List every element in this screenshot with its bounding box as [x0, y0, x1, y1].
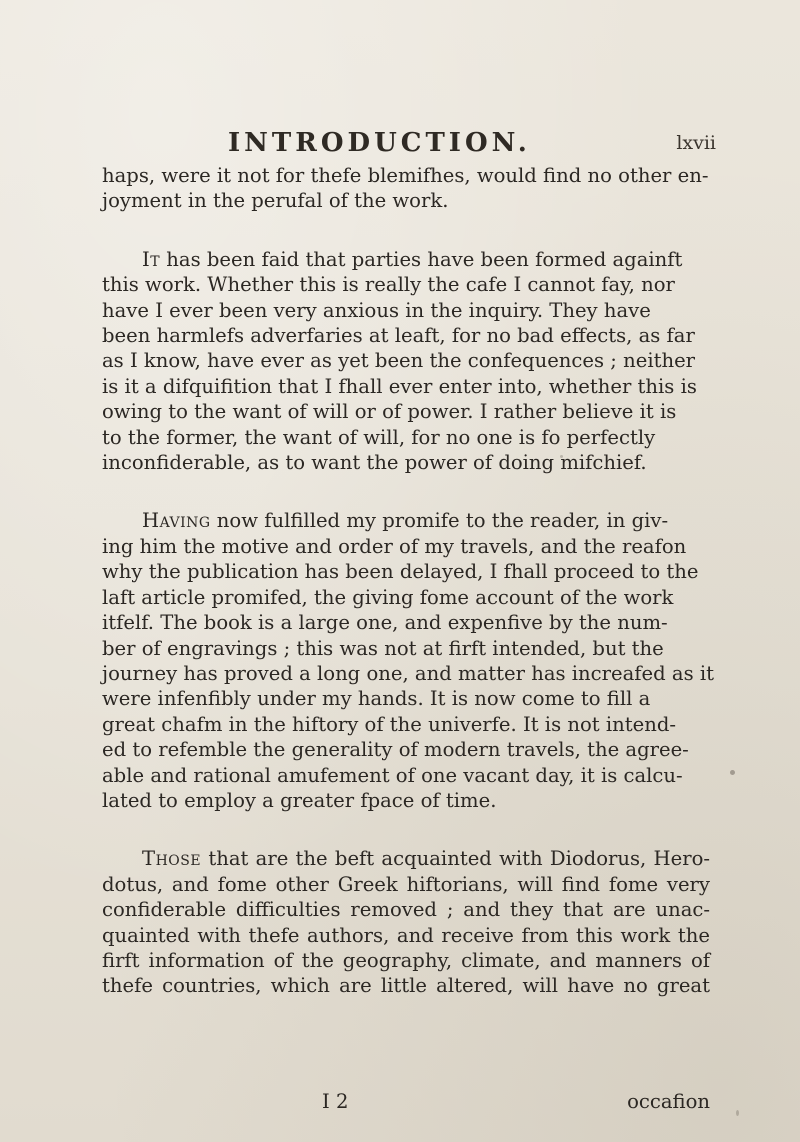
text-line: joyment in the perufal of the work.: [102, 189, 449, 213]
paper-speck: [730, 770, 735, 775]
running-head: [0, 120, 800, 160]
text-line-rest: has been faid that parties have been formed againft: [160, 247, 683, 271]
text-line: thefe countries, which are little altered, will have no great: [102, 974, 710, 998]
paragraph-3: [102, 508, 715, 813]
text-line: ing him the motive and order of my travels, and the reafon: [102, 534, 687, 558]
text-line: journey has proved a long one, and matter has increafed as it: [102, 661, 715, 685]
text-line: inconfiderable, as to want the power of doing mifchief.: [102, 451, 647, 475]
text-line: great chafm in the hiftory of the univerfe. It is not intend-: [102, 712, 677, 736]
text-line: [102, 508, 710, 533]
text-line: laft article promifed, the giving fome account of the work: [102, 585, 674, 609]
text-line: why the publication has been delayed, I fhall proceed to the: [102, 560, 699, 584]
text-line: itfelf. The book is a large one, and expenfive by the num-: [102, 611, 668, 635]
text-line: ed to refemble the generality of modern travels, the agree-: [102, 738, 689, 762]
text-line: as I know, have ever as yet been the confequences ; neither: [102, 349, 696, 373]
text-line: lated to employ a greater fpace of time.: [102, 788, 497, 812]
text-line: have I ever been very anxious in the inquiry. They have: [102, 298, 651, 322]
paragraph-lead: Having: [142, 509, 211, 533]
paragraph-lead: It: [142, 247, 161, 271]
text-line: haps, were it not for thefe blemifhes, would find no other en-: [102, 164, 709, 187]
text-line: dotus, and fome other Greek hiftorians, will find fome very: [102, 872, 710, 896]
text-line-rest: now fulfilled my promife to the reader, in giv-: [210, 509, 669, 533]
text-line: ber of engravings ; this was not at firft intended, but the: [102, 636, 664, 660]
paper-speck: [736, 1110, 739, 1116]
paragraph-lead: Those: [142, 847, 202, 871]
catchword: occafion: [627, 1090, 710, 1113]
text-line: firft information of the geography, climate, and manners of: [102, 948, 710, 972]
text-line: able and rational amufement of one vacant day, it is calcu-: [102, 763, 683, 787]
signature-mark: I 2: [322, 1090, 349, 1113]
text-line: [102, 247, 710, 272]
text-line: quainted with thefe authors, and receive from this work the: [102, 923, 710, 947]
running-title: INTRODUCTION.: [228, 128, 531, 158]
text-line: this work. Whether this is really the cafe I cannot fay, nor: [102, 273, 675, 297]
text-line: confiderable difficulties removed ; and they that are unac-: [102, 898, 710, 922]
text-line: to the former, the want of will, for no one is fo perfectly: [102, 425, 656, 449]
page-number: lxvii: [676, 132, 716, 154]
text-line-rest: that are the beft acquainted with Diodorus, Hero-: [201, 847, 710, 871]
paper-speck: [560, 455, 563, 458]
text-line: were infenfibly under my hands. It is now come to fill a: [102, 687, 651, 711]
text-line: is it a difquifition that I fhall ever enter into, whether this is: [102, 374, 697, 398]
text-line: owing to the want of will or of power. I rather believe it is: [102, 400, 677, 424]
body-text: [102, 163, 715, 1032]
text-line: [102, 846, 710, 871]
page-footer: [102, 1090, 710, 1118]
paragraph-4: [102, 846, 710, 998]
text-line: been harmlefs adverfaries at leaft, for no bad effects, as far: [102, 324, 695, 348]
paragraph-2: [102, 247, 710, 476]
paragraph-1: [102, 163, 710, 214]
